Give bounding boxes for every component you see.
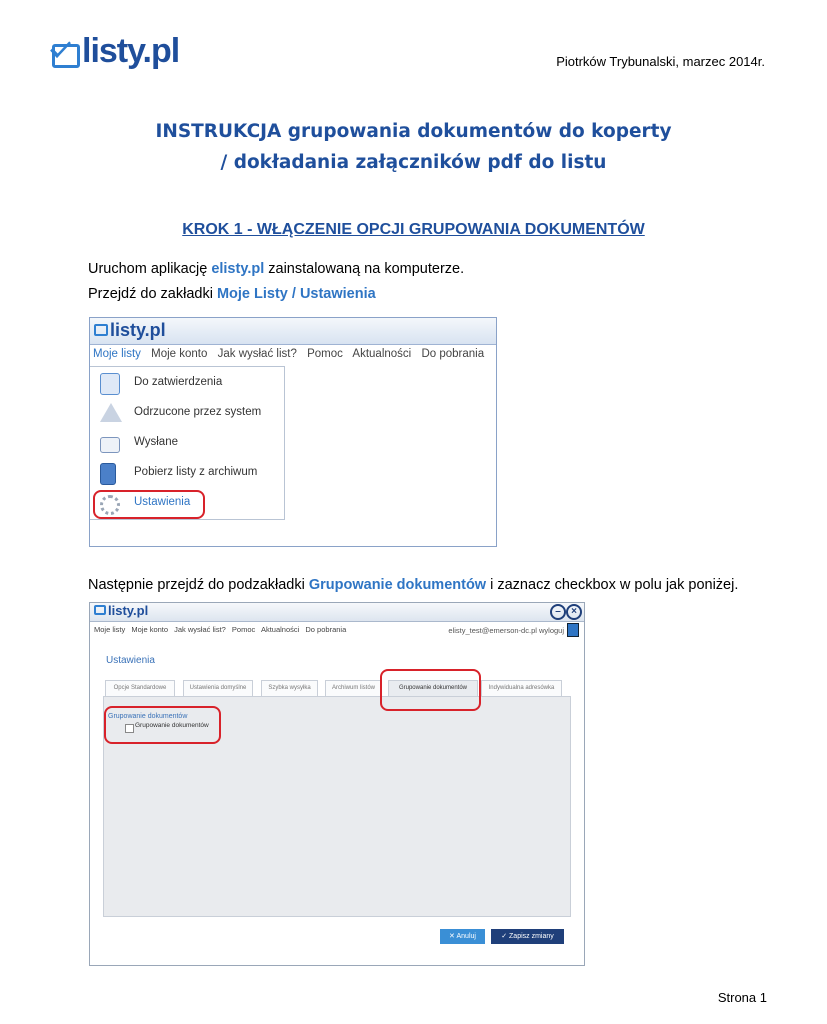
paragraph-3-highlight: Grupowanie dokumentów xyxy=(308,577,487,593)
nav-jak-wyslac[interactable]: Jak wysłać list? xyxy=(174,625,226,634)
archive-icon xyxy=(100,463,116,485)
tab-indywidualna-adresowka[interactable]: Indywidualna adresówka xyxy=(481,680,562,696)
app-titlebar xyxy=(90,318,496,345)
screenshot-settings xyxy=(89,602,585,966)
close-icon[interactable]: × xyxy=(566,604,582,620)
tab-ustawienia-domyslne[interactable]: Ustawienia domyślne xyxy=(183,680,253,696)
menu-item-ustawienia[interactable]: Ustawienia xyxy=(90,489,284,519)
nav-do-pobrania[interactable]: Do pobrania xyxy=(421,348,485,360)
app-logo: listy.pl xyxy=(94,603,148,618)
tab-szybka-wysylka[interactable]: Szybka wysyłka xyxy=(261,680,318,696)
main-nav xyxy=(94,625,350,634)
city-date: Piotrków Trybunalski, marzec 2014r. xyxy=(556,54,765,69)
settings-title: Ustawienia xyxy=(106,655,155,666)
paragraph-2-highlight: Moje Listy / Ustawienia xyxy=(216,286,376,302)
paragraph-1-post: zainstalowaną na komputerze. xyxy=(264,261,465,277)
paragraph-1 xyxy=(88,261,464,277)
nav-pomoc[interactable]: Pomoc xyxy=(307,348,343,360)
step-heading: KROK 1 - WŁĄCZENIE OPCJI GRUPOWANIA DOKUMENTÓW xyxy=(182,221,645,238)
envelope-icon xyxy=(94,324,108,336)
user-logout[interactable]: elisty_test@emerson-dc.pl wyloguj xyxy=(448,626,564,635)
paragraph-3-pre: Następnie przejdź do podzakładki xyxy=(88,577,309,593)
paragraph-3 xyxy=(88,577,738,593)
title-line-1: INSTRUKCJA grupowania dokumentów do koperty xyxy=(155,121,672,142)
screenshot-menu xyxy=(89,317,497,547)
highlight-ring xyxy=(93,490,205,519)
listy-logo xyxy=(52,32,180,78)
highlight-ring xyxy=(104,706,221,744)
nav-do-pobrania[interactable]: Do pobrania xyxy=(305,625,347,634)
document-edit-icon xyxy=(100,373,120,395)
nav-jak-wyslac[interactable]: Jak wysłać list? xyxy=(217,348,297,360)
paragraph-1-highlight: elisty.pl xyxy=(211,261,265,277)
document-title xyxy=(0,116,827,178)
envelope-icon xyxy=(52,44,80,68)
paragraph-3-post: i zaznacz checkbox w polu jak poniżej. xyxy=(486,577,739,593)
warning-icon xyxy=(100,403,122,422)
mail-sent-icon xyxy=(100,437,120,453)
paragraph-2 xyxy=(88,286,376,302)
nav-pomoc[interactable]: Pomoc xyxy=(231,625,256,634)
highlight-ring xyxy=(380,669,481,711)
nav-moje-konto[interactable]: Moje konto xyxy=(131,625,169,634)
tab-archiwum-listow[interactable]: Archiwum listów xyxy=(325,680,382,696)
logout-icon[interactable] xyxy=(567,623,579,637)
menu-item-do-zatwierdzenia[interactable]: Do zatwierdzenia xyxy=(90,369,284,399)
check-icon: ✓ xyxy=(501,933,510,940)
nav-aktualnosci[interactable]: Aktualności xyxy=(352,348,412,360)
page-number: Strona 1 xyxy=(717,990,767,1005)
paragraph-2-pre: Przejdź do zakładki xyxy=(88,286,217,302)
title-line-2: / dokładania załączników pdf do listu xyxy=(220,152,607,173)
tab-grupowanie-dokumentow[interactable]: Grupowanie dokumentów xyxy=(388,680,478,696)
nav-aktualnosci[interactable]: Aktualności xyxy=(260,625,300,634)
minimize-icon[interactable]: – xyxy=(550,604,566,620)
nav-moje-listy[interactable]: Moje listy xyxy=(94,625,126,634)
nav-moje-konto[interactable]: Moje konto xyxy=(151,348,208,360)
grouping-checkbox-label: Grupowanie dokumentów xyxy=(135,722,209,729)
app-logo: listy.pl xyxy=(94,320,166,341)
menu-item-odrzucone[interactable]: Odrzucone przez system xyxy=(90,399,284,429)
tab-opcje-standardowe[interactable]: Opcje Standardowe xyxy=(105,680,175,696)
cancel-button[interactable]: ✕ Anuluj xyxy=(440,929,485,944)
menu-item-wyslane[interactable]: Wysłane xyxy=(90,429,284,459)
save-button[interactable]: ✓ Zapisz zmiany xyxy=(491,929,564,944)
envelope-icon xyxy=(94,605,106,615)
paragraph-1-pre: Uruchom aplikację xyxy=(88,261,212,277)
group-title: Grupowanie dokumentów xyxy=(108,713,188,720)
close-icon: ✕ xyxy=(449,933,457,940)
logo-text: listy.pl xyxy=(82,32,180,70)
main-nav xyxy=(93,348,491,360)
nav-moje-listy[interactable]: Moje listy xyxy=(93,348,141,360)
menu-item-archiwum[interactable]: Pobierz listy z archiwum xyxy=(90,459,284,489)
app-titlebar xyxy=(90,603,584,622)
